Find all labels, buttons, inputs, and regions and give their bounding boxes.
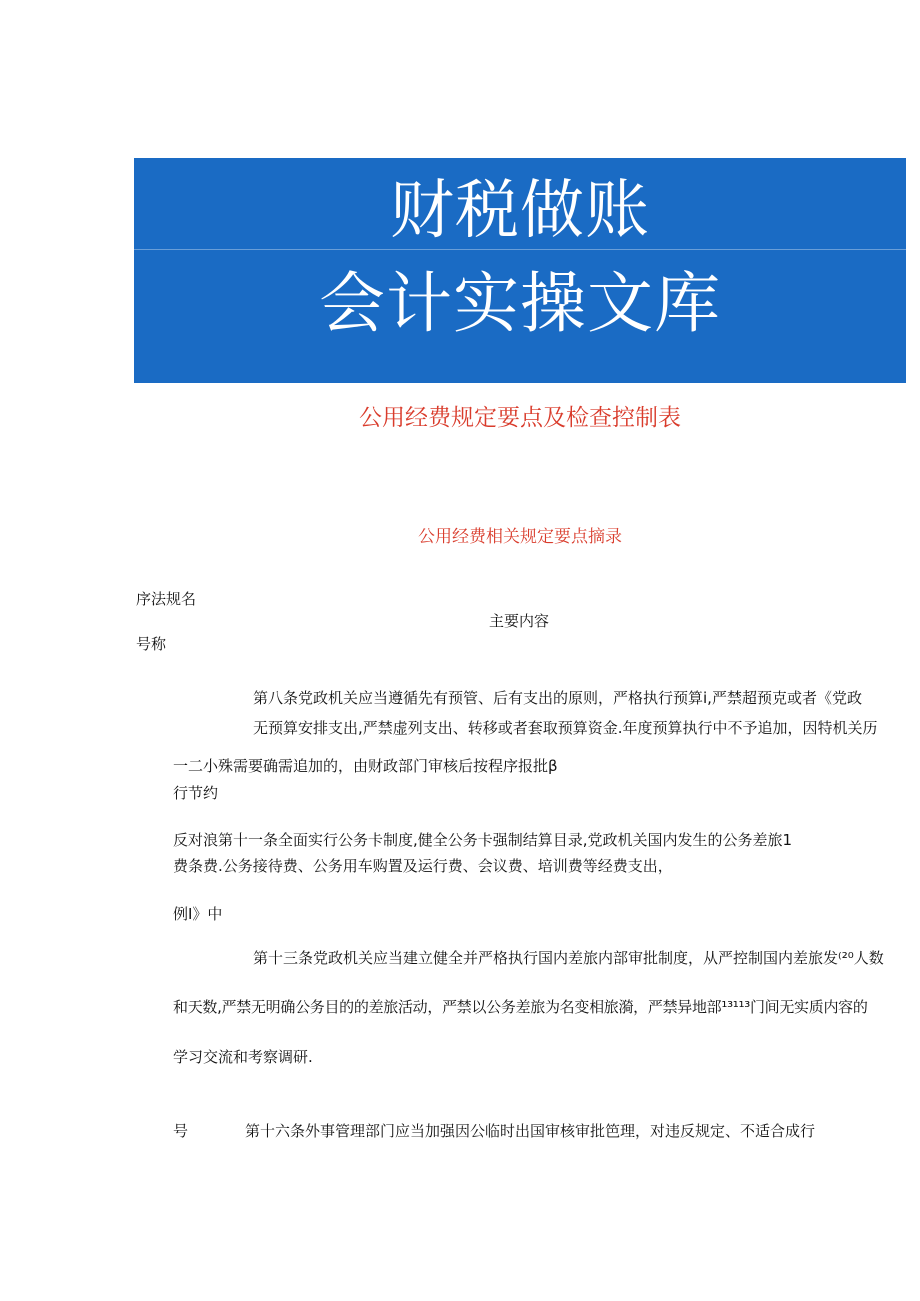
body-line: 第十六条外事管理部门应当加强因公临时出国审核审批笆理，对违反规定、不适合成行 <box>245 1122 816 1140</box>
body-line: 第八条党政机关应当遵循先有预管、后有支出的原则，严格执行预算i,严禁超预克或者《党政 <box>253 689 862 707</box>
body-line: 费条费.公务接待费、公务用车购置及运行费、会议费、培训费等经费支出， <box>173 857 673 875</box>
body-line: 和天数,严禁无明确公务目的的差旅活动，严禁以公务差旅为名变相旅漪，严禁异地部¹³¹¹³门间无实质内容的 <box>173 998 868 1016</box>
table-header-col1-bottom: 号称 <box>136 635 167 653</box>
banner-title-line1: 财税做账 <box>390 174 650 248</box>
body-line: 反对浪第十一条全面实行公务卡制度,健全公务卡强制结算目录,党政机关国内发生的公务差旅1 <box>173 831 793 849</box>
document-title: 公用经费规定要点及检查控制表 <box>359 405 681 431</box>
body-line: 无预算安排支出,严禁虚列支出、转移或者套取预算资金.年度预算执行中不予追加，因特机关历 <box>253 719 878 737</box>
banner-title-line2: 会计实操文库 <box>319 265 721 342</box>
body-line: 第十三条党政机关应当建立健全并严格执行国内差旅内部审批制度，从严控制国内差旅发⁽²⁰人数 <box>253 949 884 967</box>
banner-divider <box>134 249 906 250</box>
body-line: 例I》中 <box>173 905 223 923</box>
section-subtitle: 公用经费相关规定要点摘录 <box>418 527 622 547</box>
table-header-col2: 主要内容 <box>489 612 550 630</box>
body-line: 一二小殊需要确需追加的，由财政部门审核后按程序报批β <box>173 757 558 775</box>
table-cell-number: 号 <box>173 1122 189 1140</box>
body-line: 学习交流和考察调研. <box>173 1048 313 1066</box>
title-banner <box>134 158 906 383</box>
body-line: 行节约 <box>173 784 219 802</box>
table-header-col1-top: 序法规名 <box>136 590 197 608</box>
